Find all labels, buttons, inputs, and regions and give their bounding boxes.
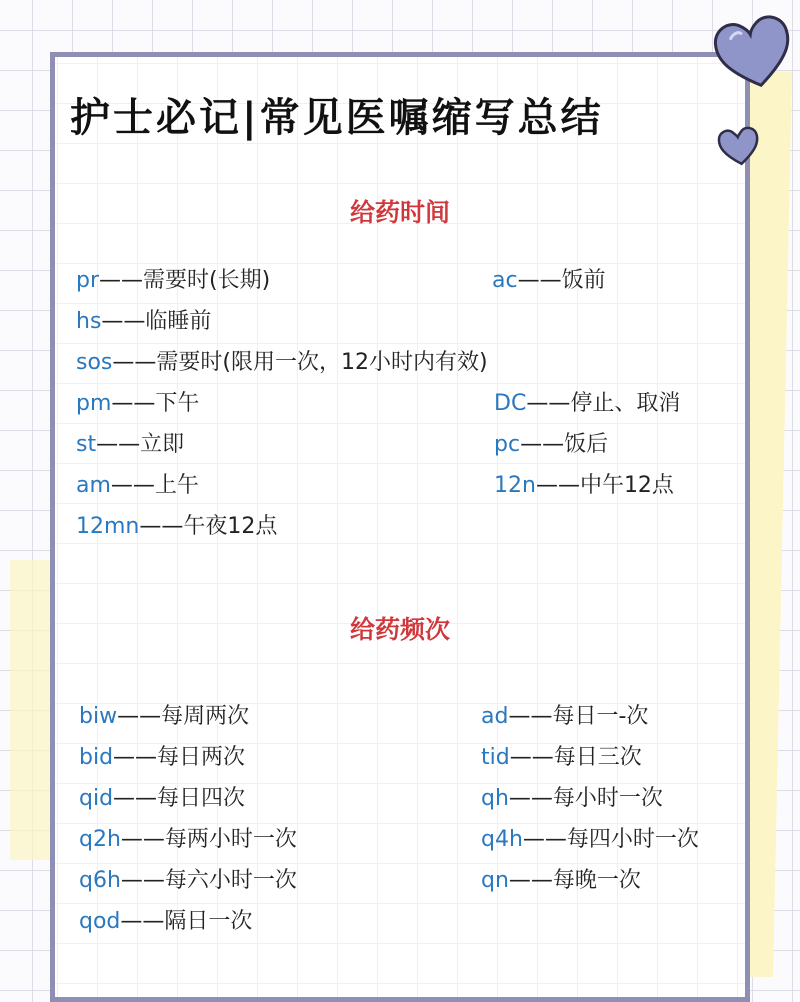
abbr: biw: [79, 704, 118, 729]
abbr: sos: [76, 350, 113, 375]
abbr: qn: [481, 868, 509, 893]
list-item: qn——每晚一次: [481, 868, 641, 893]
abbr: q6h: [79, 868, 121, 893]
abbr: qid: [79, 786, 114, 811]
list-item: pr——需要时(长期): [76, 268, 271, 293]
page-title: 护士必记|常见医嘱缩写总结: [70, 95, 604, 141]
list-item: q2h——每两小时一次: [79, 827, 297, 852]
list-item: st——立即: [76, 432, 185, 457]
list-item: qod——隔日一次: [79, 909, 253, 934]
list-item: 12mn——午夜12点: [76, 514, 278, 539]
abbr: ac: [492, 268, 518, 293]
abbr: ad: [481, 704, 509, 729]
list-item: q4h——每四小时一次: [481, 827, 699, 852]
list-item: tid——每日三次: [481, 745, 642, 770]
list-item: qh——每小时一次: [481, 786, 663, 811]
list-item: q6h——每六小时一次: [79, 868, 297, 893]
abbr: hs: [76, 309, 102, 334]
abbr: q2h: [79, 827, 121, 852]
abbr: am: [76, 473, 111, 498]
list-item: bid——每日两次: [79, 745, 246, 770]
abbr: 12mn: [76, 514, 140, 539]
list-item: ad——每日一-次: [481, 704, 649, 729]
section-heading-frequency: 给药频次: [349, 615, 450, 644]
list-item: qid——每日四次: [79, 786, 246, 811]
abbr: qod: [79, 909, 121, 934]
list-item: 12n——中午12点: [494, 473, 674, 498]
list-item: pc——饭后: [494, 432, 609, 457]
section-heading-timing: 给药时间: [349, 198, 450, 227]
list-item: biw——每周两次: [79, 704, 250, 729]
abbr: qh: [481, 786, 509, 811]
list-item: ac——饭前: [492, 268, 606, 293]
list-item: sos——需要时(限用一次，12小时内有效): [76, 350, 488, 375]
abbr: pc: [494, 432, 521, 457]
list-item: pm——下午: [76, 391, 200, 416]
list-item: DC——停止、取消: [494, 391, 681, 416]
heart-icon-large: [712, 12, 796, 92]
abbr: q4h: [481, 827, 523, 852]
abbr: st: [76, 432, 97, 457]
abbr: bid: [79, 745, 114, 770]
abbr: pm: [76, 391, 112, 416]
list-item: hs——临睡前: [76, 309, 212, 334]
abbr: 12n: [494, 473, 536, 498]
list-item: am——上午: [76, 473, 199, 498]
abbr: tid: [481, 745, 510, 770]
abbr: pr: [76, 268, 100, 293]
abbr: DC: [494, 391, 527, 416]
